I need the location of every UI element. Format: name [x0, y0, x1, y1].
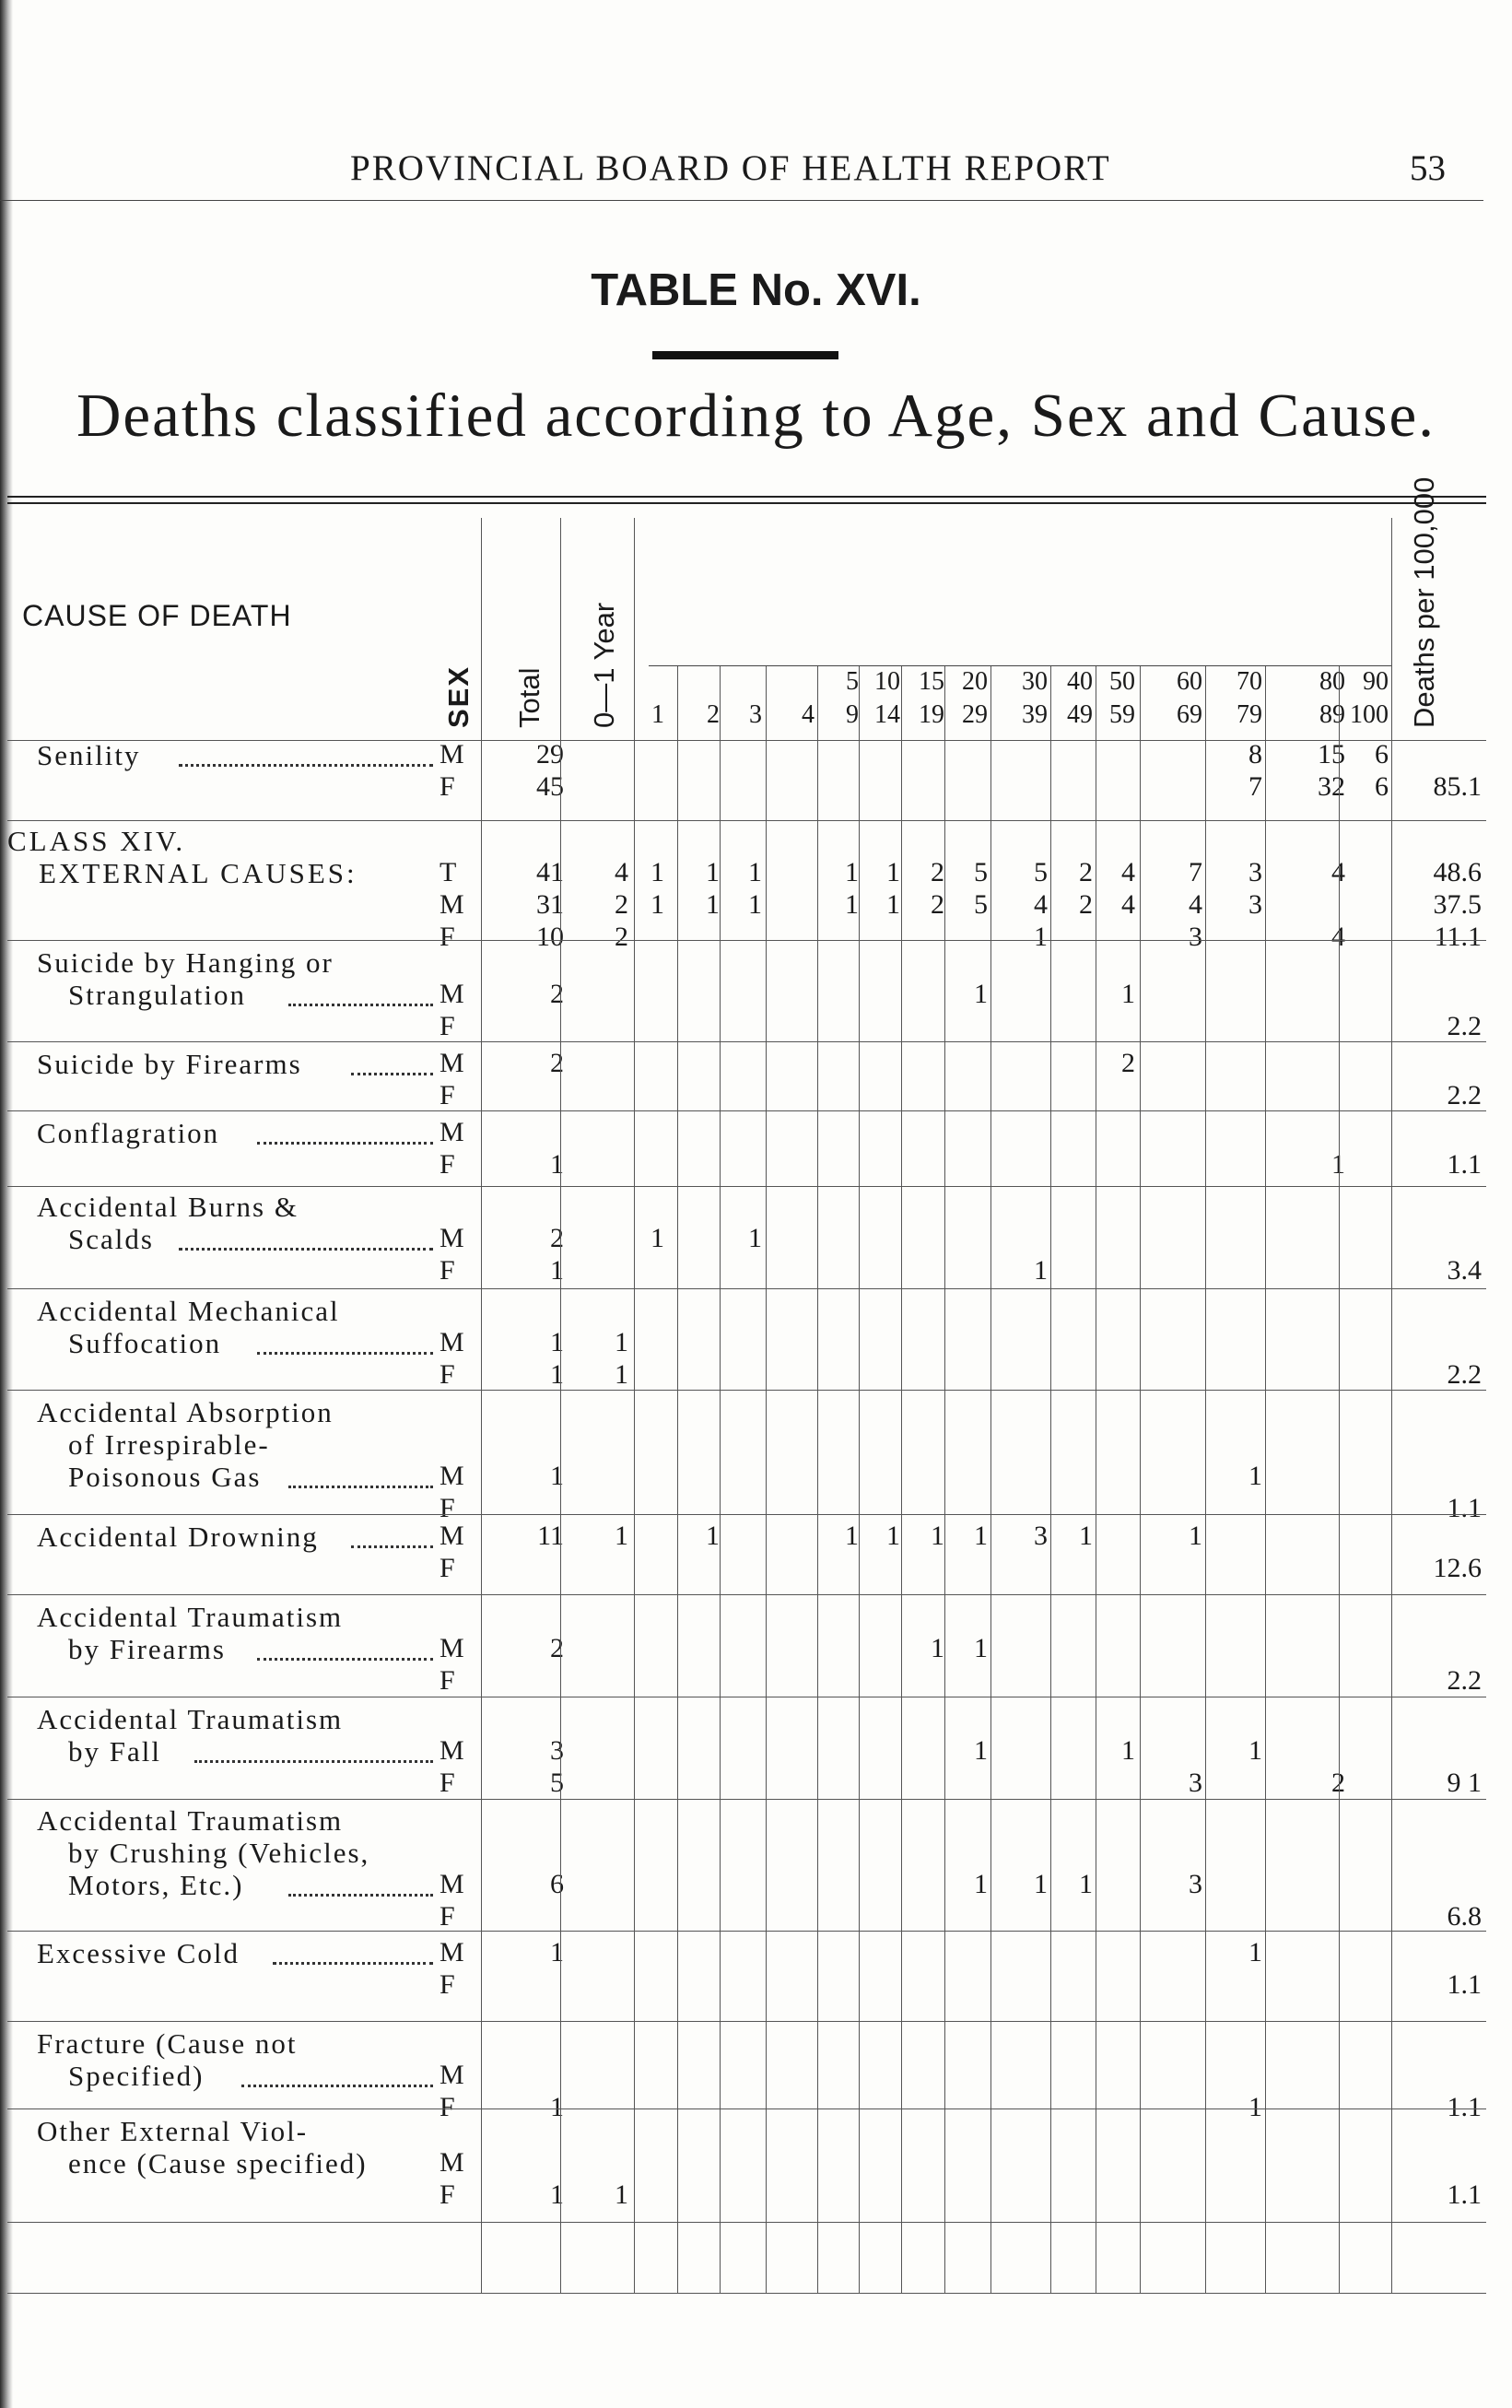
age-group-end: 19: [919, 700, 944, 729]
age-cell: 1: [1034, 1255, 1048, 1286]
age-group-end: 3: [749, 700, 762, 729]
age-group-start: 20: [962, 667, 988, 696]
row-separator: [7, 1931, 1486, 1932]
age-column-rule: [859, 665, 860, 2293]
age-cell: 8: [1248, 739, 1262, 769]
sex-code: M: [440, 979, 464, 1009]
sex-code: M: [440, 889, 464, 920]
row-separator: [7, 820, 1486, 821]
age-cell: 1: [1248, 2092, 1262, 2122]
row-label: ence (Cause specified): [68, 2147, 368, 2179]
row-separator: [7, 1799, 1486, 1800]
row-separator: [7, 1041, 1486, 1042]
total-cell: 1: [550, 1149, 564, 1180]
row-label: Fracture (Cause not: [37, 2027, 298, 2060]
rate-cell: 3.4: [1447, 1255, 1482, 1286]
age-cell: 1: [1248, 1937, 1262, 1968]
sex-code: M: [440, 2060, 464, 2090]
rate-cell: 1.1: [1447, 1149, 1482, 1180]
row-label: Suicide by Hanging or: [37, 946, 334, 979]
age-cell: 1: [706, 857, 720, 887]
row-label: Specified): [68, 2060, 205, 2092]
row-label: Motors, Etc.): [68, 1869, 244, 1901]
age-cell: 1: [1189, 1521, 1202, 1551]
age-cell: 3: [1248, 889, 1262, 920]
age-column-rule: [901, 665, 902, 2293]
infant-cell: 1: [615, 1521, 628, 1551]
infant-cell: 2: [615, 922, 628, 952]
dot-leader: [351, 1545, 433, 1548]
total-cell: 6: [550, 1869, 564, 1899]
age-group-end: 100: [1350, 700, 1389, 729]
dot-leader: [194, 1759, 433, 1763]
dot-leader: [257, 1351, 433, 1355]
row-label: Suicide by Firearms: [37, 1048, 302, 1080]
age-cell: 4: [1034, 889, 1048, 920]
age-cell: 1: [748, 857, 762, 887]
age-cell: 1: [706, 1521, 720, 1551]
age-group-start: 30: [1022, 667, 1048, 696]
age-cell: 1: [1248, 1735, 1262, 1766]
age-cell: 5: [974, 857, 988, 887]
age-column-rule: [817, 665, 818, 2293]
infant-cell: 2: [615, 889, 628, 920]
age-cell: 5: [1034, 857, 1048, 887]
row-separator: [7, 1594, 1486, 1595]
row-label: Poisonous Gas: [68, 1461, 262, 1493]
age-column-rule: [720, 665, 721, 2293]
rate-cell: 1.1: [1447, 1493, 1482, 1523]
sex-code: F: [440, 1665, 455, 1696]
dot-leader: [241, 2084, 433, 2087]
row-label: Senility: [37, 739, 141, 771]
age-group-end: 9: [846, 700, 859, 729]
age-cell: 1: [651, 1223, 664, 1253]
sex-code: M: [440, 1869, 464, 1899]
age-cell: 1: [651, 889, 664, 920]
age-column-rule: [1140, 665, 1141, 2293]
age-cell: 1: [748, 1223, 762, 1253]
total-cell: 31: [536, 889, 564, 920]
rate-cell: 6.8: [1447, 1901, 1482, 1932]
column-rule: [560, 518, 561, 2293]
header-deaths-per-100000: Deaths per 100,000: [1408, 476, 1440, 728]
table-label: TABLE No. XVI.: [591, 265, 921, 315]
total-cell: 5: [550, 1768, 564, 1798]
infant-cell: 1: [615, 1359, 628, 1390]
total-cell: 10: [536, 922, 564, 952]
sex-code: M: [440, 2147, 464, 2178]
total-cell: 2: [550, 1223, 564, 1253]
row-separator: [7, 2222, 1486, 2223]
age-column-rule: [1050, 665, 1051, 2293]
age-cell: 1: [1121, 979, 1135, 1009]
sex-code: F: [440, 1011, 455, 1041]
infant-cell: 4: [615, 857, 628, 887]
age-group-end: 89: [1319, 700, 1345, 729]
age-group-end: 49: [1067, 700, 1093, 729]
row-separator: [7, 940, 1486, 941]
age-cell: 1: [1079, 1521, 1093, 1551]
age-cell: 1: [706, 889, 720, 920]
age-cell: 3: [1189, 1768, 1202, 1798]
row-label: Other External Viol-: [37, 2115, 309, 2147]
sex-code: F: [440, 1768, 455, 1798]
age-cell: 1: [1248, 1461, 1262, 1491]
age-cell: 32: [1318, 771, 1345, 802]
row-label: EXTERNAL CAUSES:: [39, 857, 357, 889]
column-rule: [481, 518, 482, 2293]
age-cell: 3: [1189, 922, 1202, 952]
column-rule: [634, 518, 635, 2293]
age-header-rule: [649, 665, 1391, 666]
header-total: Total: [513, 667, 545, 728]
row-label: Suffocation: [68, 1327, 222, 1359]
header-0-1-year: 0—1 Year: [588, 602, 620, 728]
row-label: Conflagration: [37, 1117, 220, 1149]
total-cell: 41: [536, 857, 564, 887]
row-label: CLASS XIV.: [7, 825, 186, 857]
rate-cell: 48.6: [1433, 857, 1482, 887]
sex-code: M: [440, 1117, 464, 1147]
age-cell: 2: [931, 857, 944, 887]
dot-leader: [257, 1657, 433, 1661]
age-cell: 1: [974, 1633, 988, 1663]
row-label: by Crushing (Vehicles,: [68, 1837, 370, 1869]
sex-code: M: [440, 739, 464, 769]
sex-code: F: [440, 1901, 455, 1932]
age-cell: 1: [974, 1521, 988, 1551]
sex-code: M: [440, 1633, 464, 1663]
sex-code: M: [440, 1735, 464, 1766]
row-separator: [7, 2021, 1486, 2022]
rate-cell: 11.1: [1434, 922, 1482, 952]
header-sex: SEX: [442, 664, 475, 728]
age-group-end: 69: [1177, 700, 1202, 729]
total-cell: 1: [550, 2179, 564, 2210]
sex-code: F: [440, 1969, 455, 2000]
age-cell: 1: [651, 857, 664, 887]
age-group-start: 40: [1067, 667, 1093, 696]
age-cell: 7: [1248, 771, 1262, 802]
row-separator: [7, 2108, 1486, 2109]
total-cell: 1: [550, 1327, 564, 1357]
table-top-rule: [7, 496, 1486, 498]
row-label: Accidental Traumatism: [37, 1601, 344, 1633]
total-cell: 11: [537, 1521, 564, 1551]
row-label: Accidental Traumatism: [37, 1703, 344, 1735]
rate-cell: 9 1: [1447, 1768, 1482, 1798]
age-group-start: 60: [1177, 667, 1202, 696]
age-column-rule: [766, 665, 767, 2293]
age-cell: 1: [931, 1521, 944, 1551]
rate-cell: 85.1: [1433, 771, 1482, 802]
sex-code: F: [440, 1080, 455, 1110]
total-cell: 1: [550, 1255, 564, 1286]
age-cell: 6: [1375, 739, 1389, 769]
sex-code: F: [440, 2092, 455, 2122]
age-cell: 2: [931, 889, 944, 920]
age-column-rule: [677, 665, 678, 2293]
page-number: 53: [1410, 148, 1446, 188]
total-cell: 1: [550, 1461, 564, 1491]
rate-cell: 2.2: [1447, 1359, 1482, 1390]
age-cell: 6: [1375, 771, 1389, 802]
age-group-end: 2: [707, 700, 720, 729]
rate-cell: 37.5: [1433, 889, 1482, 920]
age-cell: 2: [1079, 857, 1093, 887]
row-label: by Firearms: [68, 1633, 226, 1665]
age-cell: 1: [974, 1869, 988, 1899]
age-cell: 3: [1189, 1869, 1202, 1899]
age-group-start: 5: [846, 667, 859, 696]
row-label: Scalds: [68, 1223, 154, 1255]
age-group-start: 10: [874, 667, 900, 696]
row-label: Accidental Burns &: [37, 1191, 299, 1223]
rate-cell: 1.1: [1447, 2179, 1482, 2210]
infant-cell: 1: [615, 2179, 628, 2210]
age-column-rule: [1265, 665, 1266, 2293]
age-group-end: 14: [874, 700, 900, 729]
age-cell: 4: [1331, 857, 1345, 887]
age-group-start: 80: [1319, 667, 1345, 696]
book-spine-shadow: [0, 0, 13, 2408]
age-group-start: 70: [1237, 667, 1262, 696]
sex-code: M: [440, 1048, 464, 1078]
age-cell: 2: [1331, 1768, 1345, 1798]
age-cell: 5: [974, 889, 988, 920]
total-cell: 2: [550, 1048, 564, 1078]
title-rule: [652, 351, 838, 359]
age-cell: 15: [1318, 739, 1345, 769]
age-cell: 1: [1034, 922, 1048, 952]
age-cell: 1: [845, 889, 859, 920]
total-cell: 1: [550, 1937, 564, 1968]
rate-cell: 2.2: [1447, 1080, 1482, 1110]
running-head: PROVINCIAL BOARD OF HEALTH REPORT: [350, 148, 1111, 188]
age-cell: 2: [1121, 1048, 1135, 1078]
sex-code: F: [440, 922, 455, 952]
total-cell: 29: [536, 739, 564, 769]
age-group-end: 59: [1109, 700, 1135, 729]
sex-code: F: [440, 771, 455, 802]
total-cell: 2: [550, 1633, 564, 1663]
age-cell: 1: [974, 1735, 988, 1766]
row-label: Accidental Traumatism: [37, 1804, 344, 1837]
dot-leader: [288, 1485, 433, 1488]
total-cell: 45: [536, 771, 564, 802]
rate-cell: 2.2: [1447, 1011, 1482, 1041]
row-separator: [7, 1288, 1486, 1289]
age-cell: 1: [886, 857, 900, 887]
age-column-rule: [944, 665, 945, 2293]
sex-code: F: [440, 1553, 455, 1583]
age-cell: 4: [1121, 889, 1135, 920]
infant-cell: 1: [615, 1327, 628, 1357]
rate-cell: 2.2: [1447, 1665, 1482, 1696]
column-rule: [1391, 518, 1392, 2293]
row-separator: [7, 2293, 1486, 2294]
sex-code: F: [440, 1493, 455, 1523]
age-group-end: 29: [962, 700, 988, 729]
age-cell: 1: [886, 889, 900, 920]
row-label: Strangulation: [68, 979, 247, 1011]
header-rule: [0, 200, 1483, 201]
rate-cell: 1.1: [1447, 1969, 1482, 2000]
age-column-rule: [990, 665, 991, 2293]
row-label: Accidental Drowning: [37, 1521, 319, 1553]
sex-code: M: [440, 1461, 464, 1491]
table-top-rule-inner: [7, 502, 1486, 504]
row-label: of Irrespirable-: [68, 1428, 270, 1461]
age-cell: 1: [1079, 1869, 1093, 1899]
age-cell: 2: [1079, 889, 1093, 920]
dot-leader: [257, 1141, 433, 1145]
age-cell: 1: [748, 889, 762, 920]
age-group-end: 4: [802, 700, 815, 729]
age-cell: 1: [931, 1633, 944, 1663]
age-cell: 3: [1248, 857, 1262, 887]
header-cause-of-death: CAUSE OF DEATH: [22, 599, 292, 632]
rate-cell: 12.6: [1433, 1553, 1482, 1583]
age-group-start: 50: [1109, 667, 1135, 696]
row-separator: [7, 1110, 1486, 1111]
age-cell: 1: [1121, 1735, 1135, 1766]
dot-leader: [179, 1247, 433, 1251]
sex-code: F: [440, 1149, 455, 1180]
age-group-end: 39: [1022, 700, 1048, 729]
dot-leader: [288, 1893, 433, 1897]
age-cell: 1: [1034, 1869, 1048, 1899]
sex-code: F: [440, 1255, 455, 1286]
dot-leader: [351, 1072, 433, 1075]
row-separator: [7, 1186, 1486, 1187]
age-column-rule: [1339, 665, 1340, 2293]
sex-code: T: [440, 857, 457, 887]
row-label: by Fall: [68, 1735, 161, 1768]
row-separator: [7, 1390, 1486, 1391]
dot-leader: [273, 1961, 433, 1965]
total-cell: 1: [550, 2092, 564, 2122]
sex-code: M: [440, 1223, 464, 1253]
total-cell: 2: [550, 979, 564, 1009]
age-cell: 4: [1331, 922, 1345, 952]
sex-code: F: [440, 1359, 455, 1390]
age-cell: 1: [974, 979, 988, 1009]
age-cell: 1: [845, 857, 859, 887]
age-column-rule: [1205, 665, 1206, 2293]
header-bottom-rule: [7, 740, 1486, 741]
age-group-end: 1: [651, 700, 664, 729]
total-cell: 3: [550, 1735, 564, 1766]
sex-code: F: [440, 2179, 455, 2210]
row-separator: [7, 1514, 1486, 1515]
dot-leader: [179, 763, 433, 767]
rate-cell: 1.1: [1447, 2092, 1482, 2122]
age-group-end: 79: [1237, 700, 1262, 729]
total-cell: 1: [550, 1359, 564, 1390]
age-cell: 1: [845, 1521, 859, 1551]
row-label: Accidental Mechanical: [37, 1295, 340, 1327]
age-group-start: 15: [919, 667, 944, 696]
row-label: Excessive Cold: [37, 1937, 240, 1969]
age-cell: 1: [886, 1521, 900, 1551]
age-group-start: 90: [1363, 667, 1389, 696]
age-cell: 4: [1121, 857, 1135, 887]
age-cell: 1: [1331, 1149, 1345, 1180]
sex-code: M: [440, 1937, 464, 1968]
age-cell: 3: [1034, 1521, 1048, 1551]
row-label: Accidental Absorption: [37, 1396, 334, 1428]
table-subtitle: Deaths classified according to Age, Sex and Cause.: [76, 382, 1436, 450]
age-cell: 4: [1189, 889, 1202, 920]
sex-code: M: [440, 1327, 464, 1357]
dot-leader: [288, 1003, 433, 1006]
sex-code: M: [440, 1521, 464, 1551]
age-cell: 7: [1189, 857, 1202, 887]
